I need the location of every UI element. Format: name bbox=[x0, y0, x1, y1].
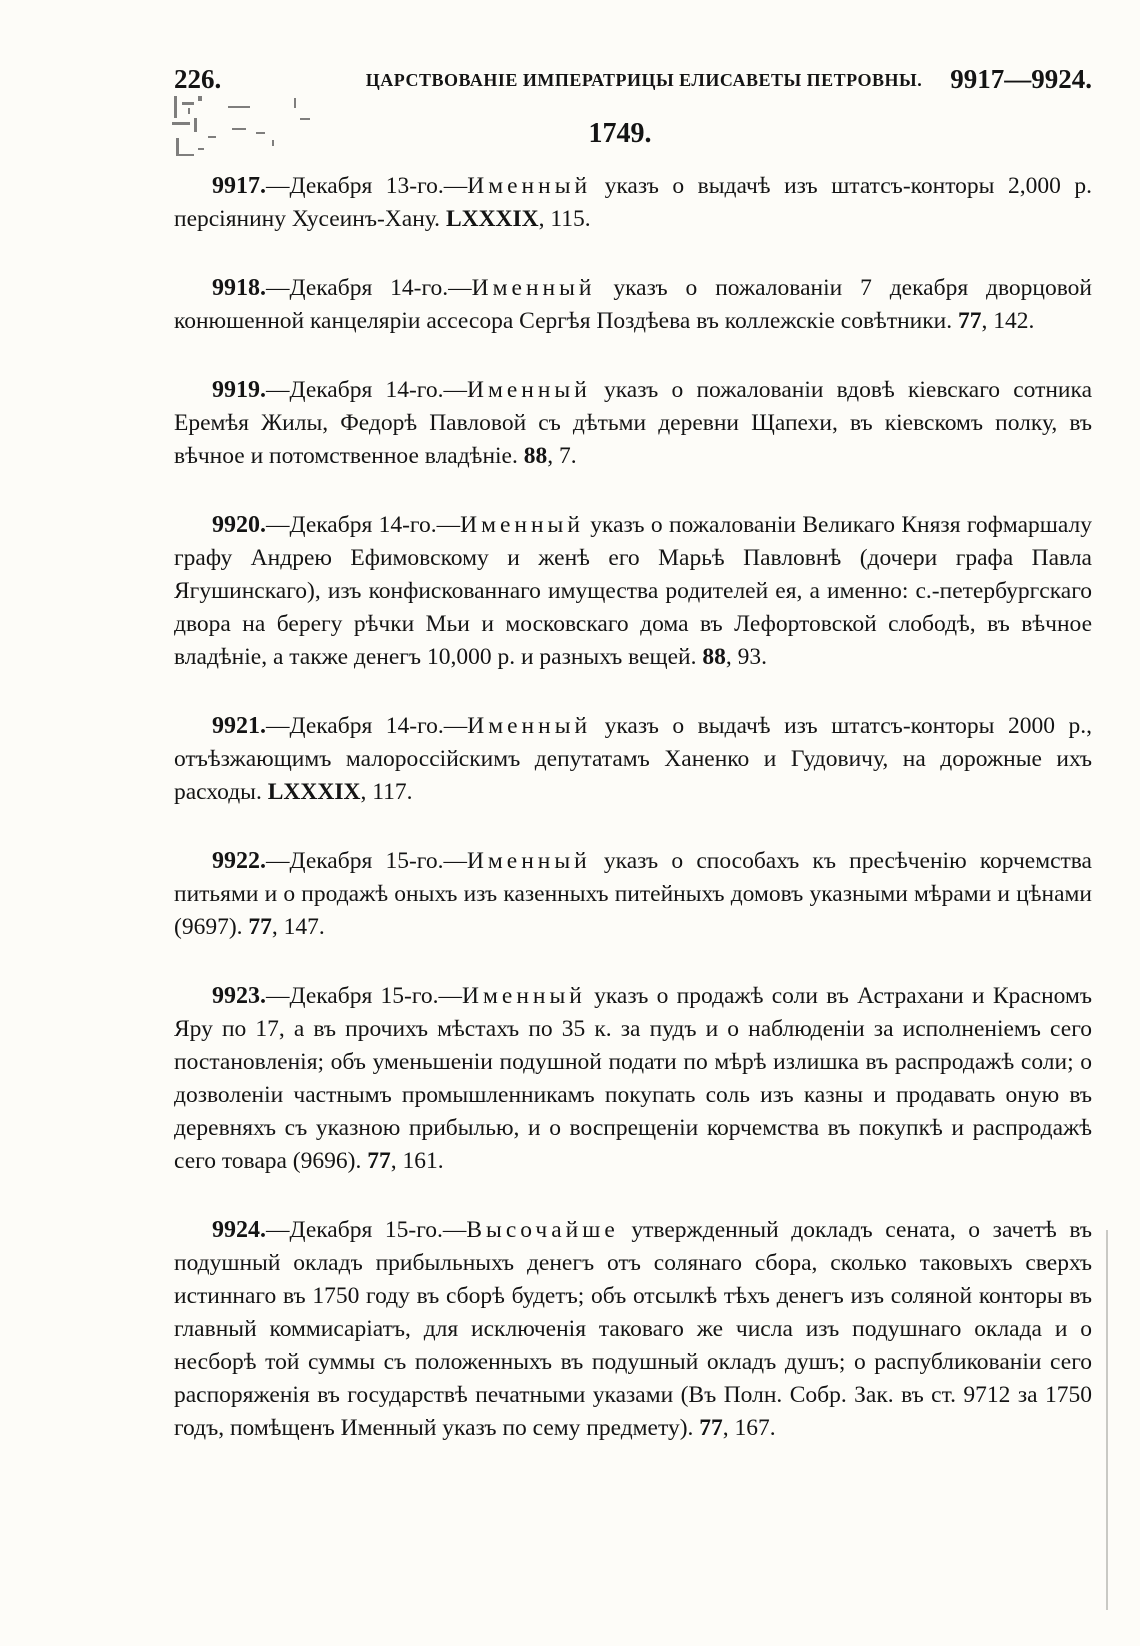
entry-text: указъ о пожалованіи 7 декабря дворцовой конюшенной канцеляріи ассесора Сергѣя Поздѣева въ коллежскіе совѣтники. bbox=[174, 275, 1093, 334]
entry-ref-page: , 117. bbox=[360, 779, 413, 805]
entry-ref-volume: LXXXIX bbox=[445, 206, 539, 232]
entry-number: 9919. bbox=[212, 377, 266, 403]
entry-date: —Декабря 14-го.— bbox=[266, 713, 468, 739]
entry-date: —Декабря 15-го.— bbox=[266, 983, 463, 1009]
list-item bbox=[174, 509, 1092, 674]
entry-ref-page: , 7. bbox=[547, 443, 577, 469]
entry-type: Именный bbox=[467, 173, 592, 199]
entry-ref-page: , 161. bbox=[390, 1148, 444, 1174]
entry-type: Именный bbox=[467, 713, 592, 739]
entry-text: указъ о выдачѣ изъ штатсъ-конторы 2,000 р. персіянину Хусеинъ-Хану. bbox=[174, 173, 1092, 232]
entry-type: Именный bbox=[460, 512, 584, 538]
list-item bbox=[174, 272, 1092, 338]
list-item bbox=[174, 374, 1092, 473]
entry-type: Именный bbox=[462, 983, 586, 1009]
entry-ref-volume: 77 bbox=[367, 1148, 391, 1174]
entry-ref-volume: 77 bbox=[248, 914, 272, 940]
entry-type: Высочайше bbox=[466, 1217, 619, 1243]
entry-text: утвержденный докладъ сената, о зачетѣ въ подушный окладъ прибыльныхъ денегъ отъ солянаго сбора, сколько таковыхъ сверхъ истиннаго въ 1750 году въ сборѣ будетъ; объ отсылкѣ тѣхъ денегъ изъ соляной конторы въ главный коммисаріатъ, для исключенія таковаго же числа изъ подушнаго оклада и о несборѣ той суммы съ положенныхъ въ подушный окладъ душъ; о распубликованіи сего распоряженія въ государствѣ печатными указами (Въ Полн. Собр. Зак. въ ст. 9712 за 1750 годъ, помѣщенъ Именный указъ по сему предмету). bbox=[174, 1217, 1092, 1441]
entry-type: Именный bbox=[471, 275, 596, 301]
entry-ref-volume: LXXXIX bbox=[267, 779, 361, 805]
list-item bbox=[174, 710, 1092, 809]
entry-number: 9922. bbox=[212, 848, 266, 874]
entry-date: —Декабря 15-го.— bbox=[266, 1217, 467, 1243]
entry-date: —Декабря 14-го.— bbox=[266, 275, 472, 301]
entry-text: указъ о продажѣ соли въ Астрахани и Красномъ Яру по 17, а въ прочихъ мѣстахъ по 35 к. за пудъ и о наблюденіи за исполненіемъ сего постановленія; объ уменьшеніи подушной подати по мѣрѣ излишка въ распродажѣ соли; о дозволеніи частнымъ промышленникамъ покупать соль изъ казны и продавать оную въ деревняхъ съ указною прибылью, и о воспрещеніи корчемства въ покупкѣ и распродажѣ сего товара (9696). bbox=[174, 983, 1093, 1174]
margin-rule bbox=[1106, 1230, 1108, 1610]
entry-range: 9917—9924. bbox=[950, 64, 1092, 94]
list-item bbox=[174, 1214, 1092, 1445]
entry-type: Именный bbox=[466, 848, 591, 874]
entry-date: —Декабря 15-го.— bbox=[266, 848, 467, 874]
entry-ref-volume: 77 bbox=[699, 1415, 723, 1441]
entry-date: —Декабря 14-го.— bbox=[266, 512, 461, 538]
list-item bbox=[174, 845, 1092, 944]
year-heading: 1749. bbox=[588, 118, 652, 149]
entries-list bbox=[174, 170, 1092, 1481]
page-number: 226. bbox=[174, 64, 222, 94]
list-item bbox=[174, 170, 1092, 236]
entry-date: —Декабря 14-го.— bbox=[266, 377, 467, 403]
entry-ref-page: , 115. bbox=[538, 206, 591, 232]
entry-number: 9921. bbox=[212, 713, 266, 739]
entry-ref-volume: 77 bbox=[957, 308, 982, 334]
entry-date: —Декабря 13-го.— bbox=[266, 173, 468, 199]
entry-ref-page: , 147. bbox=[271, 914, 325, 940]
entry-ref-volume: 88 bbox=[702, 644, 726, 670]
entry-ref-page: , 142. bbox=[981, 308, 1035, 334]
entry-ref-page: , 93. bbox=[725, 644, 767, 670]
entry-number: 9924. bbox=[212, 1217, 266, 1243]
entry-text: указъ о выдачѣ изъ штатсъ-конторы 2000 р., отъѣзжающимъ малороссійскимъ депутатамъ Ханенко и Гудовичу, на дорожные ихъ расходы. bbox=[174, 713, 1092, 805]
entry-type: Именный bbox=[466, 377, 591, 403]
entry-ref-volume: 88 bbox=[523, 443, 548, 469]
entry-text: указъ о пожалованіи Великаго Князя гофмаршалу графу Андрею Ефимовскому и женѣ его Марьѣ Павловнѣ (дочери графа Павла Ягушинскаго), изъ конфискованнаго имущества родителей ея, а именно: с.-петербургскаго двора на берегу рѣчки Мьи и московскаго дома въ Лефортовской слободѣ, въ вѣчное владѣніе, а также денегъ 10,000 р. и разныхъ вещей. bbox=[174, 512, 1092, 670]
entry-number: 9917. bbox=[212, 173, 266, 199]
entry-number: 9918. bbox=[212, 275, 266, 301]
entry-text: указъ о пожалованіи вдовѣ кіевскаго сотника Еремѣя Жилы, Федорѣ Павловой съ дѣтьми деревни Щапехи, въ кіевскомъ полку, въ вѣчное и потомственное владѣніе. bbox=[174, 377, 1092, 469]
entry-number: 9920. bbox=[212, 512, 266, 538]
list-item bbox=[174, 980, 1092, 1178]
entry-number: 9923. bbox=[212, 983, 266, 1009]
entry-text: указъ о способахъ къ пресѣченію корчемства питьями и о продажѣ оныхъ изъ казенныхъ питейныхъ домовъ указными мѣрами и цѣнами (9697). bbox=[174, 848, 1092, 940]
running-title: ЦАРСТВОВАНІЕ ИМПЕРАТРИЦЫ ЕЛИСАВЕТЫ ПЕТРОВНЫ. bbox=[365, 70, 923, 90]
entry-ref-page: , 167. bbox=[722, 1415, 776, 1441]
